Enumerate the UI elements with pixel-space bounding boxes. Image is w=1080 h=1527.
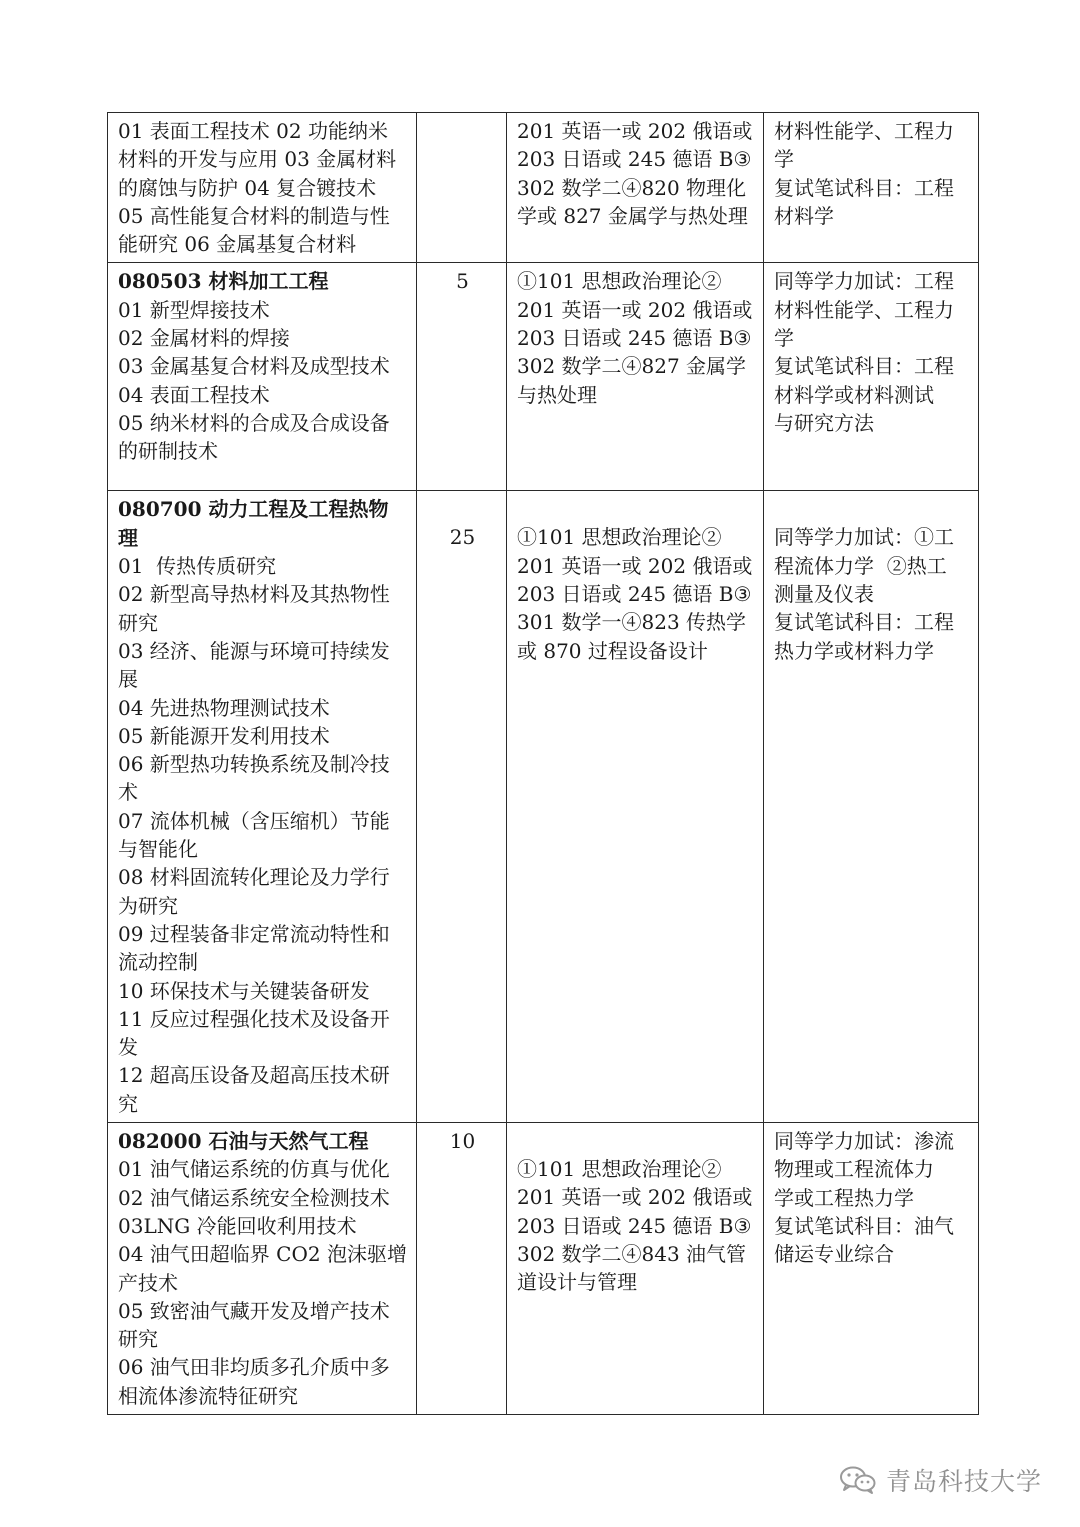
research-direction: 05 新能源开发利用技术	[118, 723, 330, 748]
note-line: 学	[774, 147, 794, 172]
research-direction: 02 金属材料的焊接	[118, 326, 290, 351]
research-direction: 术	[118, 780, 138, 805]
table-row	[108, 113, 979, 263]
research-direction: 产技术	[118, 1270, 178, 1295]
research-direction: 09 过程装备非定常流动特性和	[118, 921, 390, 946]
quota-cell	[417, 491, 507, 1123]
research-direction: 01 表面工程技术 02 功能纳米	[118, 119, 388, 143]
exam-subject-line: 与热处理	[517, 382, 597, 407]
major-cell	[108, 113, 417, 263]
exam-subject-line: 302 数学二④843 油气管	[517, 1241, 747, 1266]
research-direction: 01 传热传质研究	[118, 554, 277, 579]
note-line: 物理或工程流体力	[774, 1157, 934, 1182]
note-line: 材料学	[774, 203, 834, 228]
exam-subject-line: 道设计与管理	[517, 1270, 637, 1295]
enrollment-quota: 10	[449, 1129, 476, 1154]
major-title: 080503 材料加工工程	[118, 269, 329, 294]
exam-subject-line: 301 数学一④823 传热学	[517, 610, 747, 635]
note-line: 复试笔试科目：油气	[774, 1213, 954, 1238]
research-direction: 04 油气田超临界 CO2 泡沫驱增	[118, 1242, 407, 1267]
research-direction: 03LNG 冷能回收利用技术	[118, 1213, 357, 1238]
cell-spacer	[517, 1127, 755, 1155]
research-direction: 究	[118, 1091, 138, 1116]
wechat-icon	[838, 1465, 878, 1495]
note-line: 同等学力加试：渗流	[774, 1129, 954, 1154]
major-title: 080700 动力工程及工程热物	[118, 497, 389, 522]
exam-subject-line: 或 870 过程设备设计	[517, 638, 708, 663]
major-cell	[108, 263, 417, 491]
note-line: 材料性能学、工程力	[774, 297, 954, 322]
quota-cell	[417, 113, 507, 263]
enrollment-quota: 5	[456, 269, 469, 294]
note-line: 储运专业综合	[774, 1242, 894, 1267]
research-direction: 10 环保技术与关键装备研发	[118, 978, 370, 1003]
research-direction: 为研究	[118, 893, 178, 918]
major-title: 理	[118, 525, 138, 550]
research-direction: 展	[118, 667, 138, 692]
research-direction: 03 金属基复合材料及成型技术	[118, 354, 390, 379]
table-row	[108, 263, 979, 491]
note-line: 复试笔试科目：工程	[774, 175, 954, 200]
exam-subject-line: 201 英语一或 202 俄语或	[517, 297, 753, 322]
note-line: 学或工程热力学	[774, 1185, 914, 1210]
quota-cell	[417, 263, 507, 491]
watermark-text: 青岛科技大学	[886, 1467, 1043, 1496]
research-direction: 05 致密油气藏开发及增产技术	[118, 1298, 390, 1323]
research-direction: 相流体渗流特征研究	[118, 1383, 298, 1408]
exam-subject-line: 203 日语或 245 德语 B③	[517, 147, 752, 172]
exam-subject-line: 201 英语一或 202 俄语或	[517, 553, 753, 578]
quota-cell	[417, 1123, 507, 1415]
notes-cell	[764, 113, 979, 263]
research-direction: 发	[118, 1035, 138, 1060]
research-direction: 04 表面工程技术	[118, 382, 270, 407]
exam-subject-line: 302 数学二④827 金属学	[517, 354, 747, 379]
cell-spacer	[517, 495, 755, 523]
note-line: 同等学力加试：①工	[774, 525, 954, 550]
research-direction: 流动控制	[118, 950, 198, 975]
account-watermark	[838, 1460, 1042, 1500]
exam-subject-line: ①101 思想政治理论②	[517, 525, 722, 550]
note-line: 程流体力学 ②热工	[774, 553, 947, 578]
cell-spacer	[774, 495, 970, 523]
note-line: 材料性能学、工程力	[774, 119, 954, 143]
research-direction: 08 材料固流转化理论及力学行	[118, 865, 390, 890]
research-direction: 06 油气田非均质多孔介质中多	[118, 1355, 390, 1380]
research-direction: 06 新型热功转换系统及制冷技	[118, 752, 390, 777]
research-direction: 05 高性能复合材料的制造与性	[118, 203, 390, 228]
research-direction: 研究	[118, 1327, 158, 1352]
research-direction: 02 油气储运系统安全检测技术	[118, 1185, 390, 1210]
major-cell	[108, 491, 417, 1123]
admissions-catalog-table	[107, 112, 979, 1415]
note-line: 同等学力加试：工程	[774, 269, 954, 294]
research-direction: 02 新型高导热材料及其热物性	[118, 582, 390, 607]
research-direction: 研究	[118, 610, 158, 635]
research-direction: 04 先进热物理测试技术	[118, 695, 330, 720]
notes-cell	[764, 1123, 979, 1415]
research-direction: 与智能化	[118, 837, 198, 862]
enrollment-quota: 25	[449, 525, 476, 550]
exam-subject-line: 302 数学二④820 物理化	[517, 175, 747, 200]
exam-subject-line: 203 日语或 245 德语 B③	[517, 326, 752, 351]
research-direction: 材料的开发与应用 03 金属材料	[118, 147, 397, 172]
cell-spacer	[427, 495, 498, 523]
note-line: 热力学或材料力学	[774, 638, 934, 663]
note-line: 复试笔试科目：工程	[774, 354, 954, 379]
exam-subjects-cell	[507, 113, 764, 263]
table-row	[108, 1123, 979, 1415]
exam-subject-line: 203 日语或 245 德语 B③	[517, 582, 752, 607]
research-direction: 01 新型焊接技术	[118, 297, 270, 322]
exam-subject-line: 203 日语或 245 德语 B③	[517, 1213, 752, 1238]
major-title: 082000 石油与天然气工程	[118, 1129, 369, 1154]
notes-cell	[764, 491, 979, 1123]
exam-subject-line: ①101 思想政治理论②	[517, 269, 722, 294]
exam-subject-line: 学或 827 金属学与热处理	[517, 203, 748, 228]
note-line: 测量及仪表	[774, 582, 874, 607]
exam-subjects-cell	[507, 263, 764, 491]
research-direction: 03 经济、能源与环境可持续发	[118, 638, 390, 663]
exam-subject-line: ①101 思想政治理论②	[517, 1157, 722, 1182]
notes-cell	[764, 263, 979, 491]
research-direction: 05 纳米材料的合成及合成设备	[118, 410, 390, 435]
note-line: 学	[774, 326, 794, 351]
research-direction: 的腐蚀与防护 04 复合镀技术	[118, 175, 377, 200]
exam-subject-line: 201 英语一或 202 俄语或	[517, 119, 753, 143]
major-cell	[108, 1123, 417, 1415]
research-direction: 12 超高压设备及超高压技术研	[118, 1063, 390, 1088]
table-row	[108, 491, 979, 1123]
research-direction: 能研究 06 金属基复合材料	[118, 232, 357, 257]
research-direction: 11 反应过程强化技术及设备开	[118, 1006, 390, 1031]
exam-subject-line: 201 英语一或 202 俄语或	[517, 1185, 753, 1210]
exam-subjects-cell	[507, 1123, 764, 1415]
research-direction: 的研制技术	[118, 439, 218, 464]
exam-subjects-cell	[507, 491, 764, 1123]
note-line: 复试笔试科目：工程	[774, 610, 954, 635]
note-line: 材料学或材料测试	[774, 382, 934, 407]
research-direction: 07 流体机械（含压缩机）节能	[118, 808, 390, 833]
note-line: 与研究方法	[774, 410, 874, 435]
research-direction: 01 油气储运系统的仿真与优化	[118, 1157, 390, 1182]
